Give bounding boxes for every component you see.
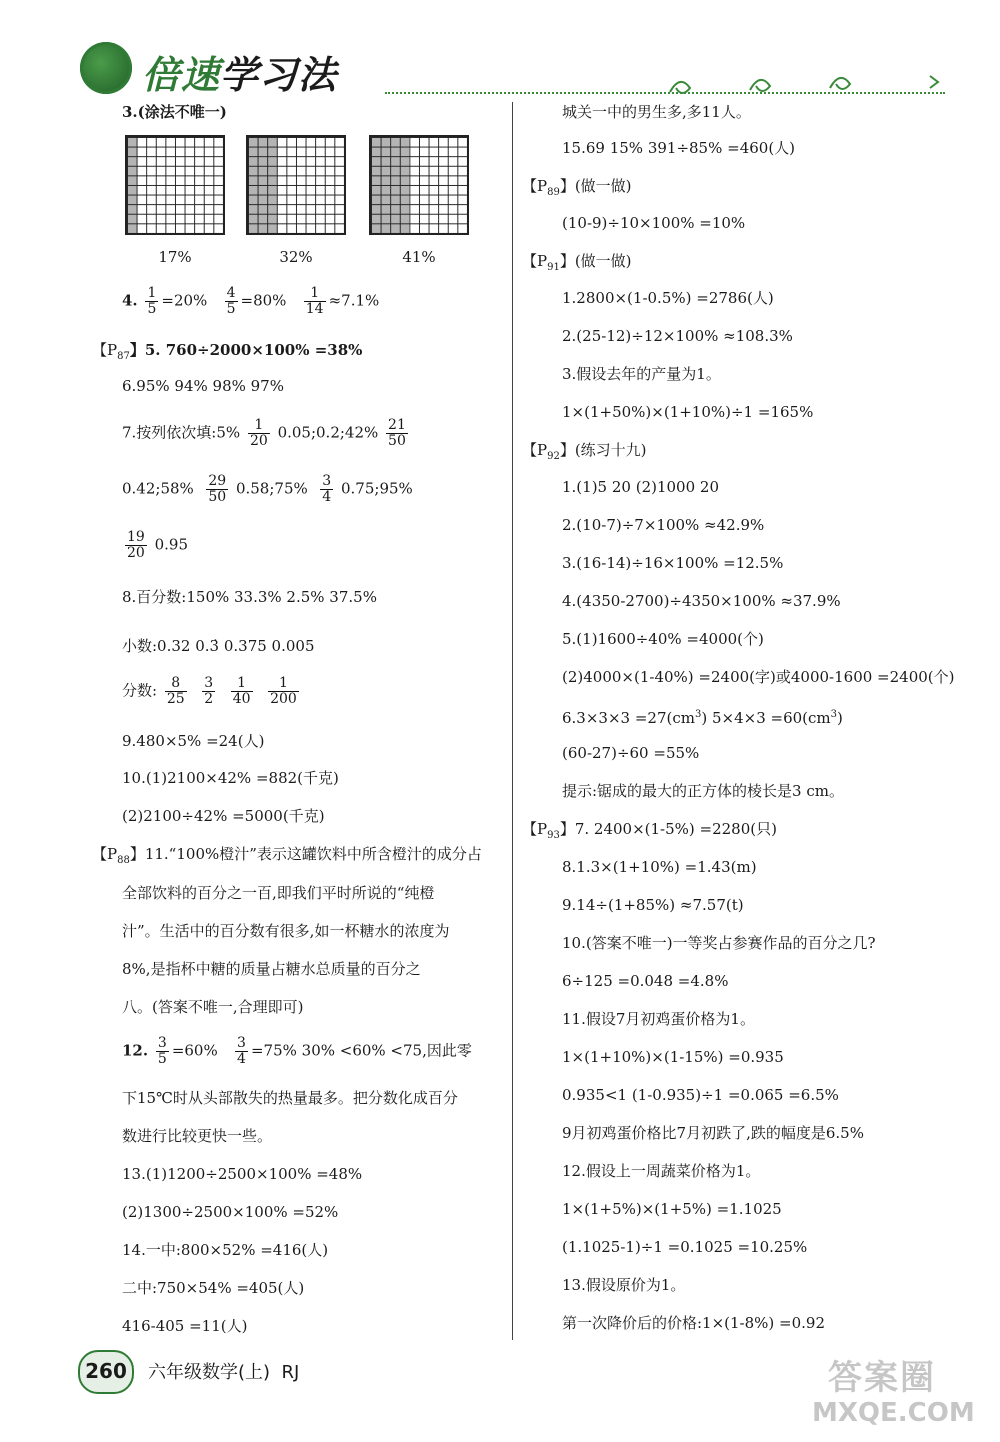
page-ref-tag: 【P: [92, 845, 118, 863]
r4-line: 1.2800×(1-0.5%) =2786(人): [562, 289, 774, 307]
q7-line-1: [122, 418, 411, 449]
fraction: [304, 286, 326, 317]
numerator: 3: [157, 1035, 167, 1051]
r14-text-b: ) 5×4×3 =60(cm: [701, 709, 831, 727]
q7-text-f: 0.95: [154, 535, 189, 554]
r13-line: (2)4000×(1-40%) =2400(字)或4000-1600 =2400(个): [562, 668, 955, 686]
numerator: 4: [226, 285, 236, 301]
r23-line: 0.935<1 (1-0.935)÷1 =0.065 =6.5%: [562, 1086, 839, 1104]
denominator: 20: [127, 545, 145, 561]
r2-line: 15.69 15% 391÷85% =460(人): [562, 139, 796, 157]
r14-line: [562, 705, 843, 728]
fraction: [156, 1036, 169, 1067]
fraction: [386, 418, 408, 449]
grid-caption-2: 32%: [279, 248, 313, 266]
r29-line: 第一次降价后的价格:1×(1-8%) =0.92: [562, 1314, 826, 1332]
denominator: 50: [388, 433, 406, 449]
r17-line: 8.1.3×(1+10%) =1.43(m): [562, 858, 757, 876]
page-number: 260: [78, 1350, 134, 1394]
denominator: 5: [147, 301, 157, 317]
r26-line: 1×(1+5%)×(1+5%) =1.1025: [562, 1200, 782, 1218]
page-ref-tag: 【P: [522, 820, 548, 838]
brand-title-part1: 倍速: [142, 53, 221, 97]
q7-line-3: [122, 530, 188, 561]
swirl-ornament-icon: [660, 62, 950, 102]
numerator: 1: [268, 676, 299, 692]
r15-line: (60-27)÷60 =55%: [562, 744, 700, 762]
r11-line: 4.(4350-2700)÷4350×100% ≈37.9%: [562, 592, 841, 610]
q7-text-b: 0.05;0.2;42%: [277, 423, 379, 442]
r1-line: 城关一中的男生多,多11人。: [562, 103, 751, 121]
fraction: [145, 286, 158, 317]
r18-line: 9.14÷(1+85%) ≈7.57(t): [562, 896, 744, 914]
r8-line: 1.(1)5 20 (2)1000 20: [562, 478, 720, 496]
fraction: [206, 474, 228, 505]
q12-line-3: 数进行比较更快一些。: [122, 1127, 273, 1145]
numerator: 8: [165, 676, 187, 692]
section-title: 】(做一做): [559, 252, 632, 270]
numerator: 21: [388, 417, 406, 433]
q11-text-1: 】11.“100%橙汁”表示这罐饮料中所含橙汁的成分占: [129, 845, 482, 863]
section-title: 】(练习十九): [559, 441, 647, 459]
superscript: 3: [694, 709, 702, 720]
q11-line-3: 汁”。生活中的百分数有很多,如一杯糖水的浓度为: [122, 922, 450, 940]
numerator: 1: [248, 418, 270, 434]
q11-line-5: 八。(答案不唯一,合理即可): [122, 998, 304, 1016]
q7-line-2: [122, 474, 413, 505]
p93-line: [522, 819, 777, 846]
q14-line-2: 二中:750×54% =405(人): [122, 1279, 305, 1297]
q12-line-1: [122, 1036, 472, 1067]
hundred-grid-1: [125, 135, 225, 235]
r5-line: 2.(25-12)÷12×100% ≈108.3%: [562, 327, 793, 345]
grid-caption-3: 41%: [402, 248, 436, 266]
q14-line-1: 14.一中:800×52% =416(人): [122, 1241, 329, 1259]
page-ref-tag: 【P: [522, 252, 548, 270]
r12-line: 5.(1)1600÷40% =4000(个): [562, 630, 764, 648]
numerator: 3: [237, 1035, 246, 1051]
page-header: [0, 0, 1000, 110]
r6-line: 3.假设去年的产量为1。: [562, 365, 721, 383]
q8-line-2: 小数:0.32 0.3̇ 0.375 0.005: [122, 637, 315, 655]
page-ref-tag: 【P: [92, 341, 118, 359]
p91-header: [522, 251, 632, 278]
r24-line: 9月初鸡蛋价格比7月初跌了,跌的幅度是6.5%: [562, 1124, 864, 1142]
footer-title: [148, 1358, 299, 1384]
numerator: 1: [304, 286, 326, 302]
denominator: 14: [305, 301, 324, 317]
q7-text-d: 0.58;75%: [235, 479, 308, 498]
q4-text-2: =80%: [240, 291, 287, 310]
r22-line: 1×(1+10%)×(1-15%) =0.935: [562, 1048, 784, 1066]
book-title: 六年级数学(上): [148, 1362, 271, 1383]
page-ref-tag: 【P: [522, 441, 548, 459]
q14-line-3: 416-405 =11(人): [122, 1317, 248, 1335]
r16-line: 提示:锯成的最大的正方体的棱长是3 cm。: [562, 782, 844, 800]
page-ref-sub: 93: [547, 830, 560, 841]
q11-line-2: 全部饮料的百分之一百,即我们平时所说的“纯橙: [122, 884, 435, 902]
q12-line-2: 下15℃时从头部散失的热量最多。把分数化成百分: [122, 1089, 458, 1107]
watermark-logo: 答案圈: [828, 1358, 936, 1398]
denominator: 20: [249, 433, 268, 449]
p89-header: [522, 176, 632, 203]
q4-text-3: ≈7.1%: [328, 291, 380, 310]
q5-text: 】5. 760÷2000×100% =38%: [129, 341, 363, 359]
denominator: 25: [166, 691, 185, 707]
q8-line-3: [122, 676, 302, 707]
fraction: [202, 676, 215, 707]
numerator: 1: [147, 285, 157, 301]
edition-code: RJ: [281, 1362, 300, 1383]
brand-title-part2: 学习法: [220, 53, 338, 97]
denominator: 5: [226, 301, 236, 317]
r21-line: 11.假设7月初鸡蛋价格为1。: [562, 1010, 755, 1028]
denominator: 2: [204, 691, 214, 707]
hundred-grid-2: [246, 135, 346, 235]
r3-line: (10-9)÷10×100% =10%: [562, 214, 746, 232]
q10-line-2: (2)2100÷42% =5000(千克): [122, 807, 325, 825]
grid-caption-1: 17%: [158, 248, 192, 266]
grid-shade: [127, 137, 137, 233]
page-ref-sub: 89: [547, 187, 560, 198]
page-ref-sub: 91: [547, 262, 560, 273]
numerator: 1: [231, 676, 253, 692]
r7-line: 1×(1+50%)×(1+10%)÷1 =165%: [562, 403, 814, 421]
page-ref-sub: 88: [117, 855, 130, 866]
superscript: 3: [830, 709, 838, 720]
q8-fraction-label: 分数:: [122, 681, 158, 700]
brand-title: [142, 44, 337, 99]
brand-logo-icon: [80, 42, 132, 94]
r14-text-c: ): [837, 709, 843, 727]
q8-line-1: 8.百分数:150% 33.3% 2.5% 37.5%: [122, 588, 377, 606]
column-divider: [512, 102, 513, 1340]
q12-number: 12.: [122, 1041, 149, 1060]
q7-text-e: 0.75;95%: [341, 479, 413, 498]
denominator: 200: [270, 691, 297, 707]
fraction: [235, 1036, 248, 1067]
fraction: [231, 676, 253, 707]
q13-line-1: 13.(1)1200÷2500×100% =48%: [122, 1165, 363, 1183]
denominator: 5: [157, 1051, 167, 1067]
q6-line: 6.95% 94% 98% 97%: [122, 377, 284, 395]
page-ref-tag: 【P: [522, 177, 548, 195]
denominator: 4: [237, 1051, 246, 1067]
q3-label: 3.(涂法不唯一): [122, 103, 227, 121]
r28-line: 13.假设原价为1。: [562, 1276, 686, 1294]
q12-text-1: =60%: [171, 1041, 218, 1060]
hundred-grid-3: [369, 135, 469, 235]
grid-shade: [371, 137, 409, 233]
fraction: [165, 676, 187, 707]
r10-line: 3.(16-14)÷16×100% =12.5%: [562, 554, 784, 572]
p93-text: 】7. 2400×(1-5%) =2280(只): [559, 820, 777, 838]
p92-header: [522, 440, 647, 467]
r25-line: 12.假设上一周蔬菜价格为1。: [562, 1162, 761, 1180]
q12-text-2: =75% 30% <60% <75,因此零: [250, 1041, 472, 1060]
numerator: 3: [204, 675, 214, 691]
r19-line: 10.(答案不唯一)一等奖占参赛作品的百分之几?: [562, 934, 876, 952]
fraction: [248, 418, 270, 449]
q9-line: 9.480×5% =24(人): [122, 732, 265, 750]
q11-line-4: 8%,是指杯中糖的质量占糖水总质量的百分之: [122, 960, 421, 978]
fraction: [320, 474, 333, 505]
denominator: 4: [322, 489, 332, 505]
grid-shade: [248, 137, 277, 233]
r14-text-a: 6.3×3×3 =27(cm: [562, 709, 695, 727]
q11-line-1: [92, 844, 482, 871]
q7-text-a: 7.按列依次填:5%: [122, 423, 241, 442]
q10-line-1: 10.(1)2100×42% =882(千克): [122, 769, 339, 787]
r20-line: 6÷125 =0.048 =4.8%: [562, 972, 729, 990]
numerator: 29: [208, 473, 227, 489]
q4-number: 4.: [122, 291, 138, 310]
r27-line: (1.1025-1)÷1 =0.1025 =10.25%: [562, 1238, 808, 1256]
r9-line: 2.(10-7)÷7×100% ≈42.9%: [562, 516, 765, 534]
fraction: [225, 286, 238, 317]
denominator: 50: [208, 489, 227, 505]
page-ref-sub: 87: [117, 351, 130, 362]
fraction: [268, 676, 299, 707]
q5-line: [92, 340, 362, 367]
q13-line-2: (2)1300÷2500×100% =52%: [122, 1203, 339, 1221]
numerator: 19: [127, 529, 145, 545]
q4-line: [122, 286, 379, 317]
page-ref-sub: 92: [547, 451, 560, 462]
q4-text-1: =20%: [161, 291, 208, 310]
section-title: 】(做一做): [559, 177, 632, 195]
watermark-url: MXQE.COM: [812, 1398, 975, 1428]
denominator: 40: [232, 691, 251, 707]
fraction: [125, 530, 147, 561]
numerator: 3: [322, 473, 332, 489]
q7-text-c: 0.42;58%: [122, 479, 194, 498]
